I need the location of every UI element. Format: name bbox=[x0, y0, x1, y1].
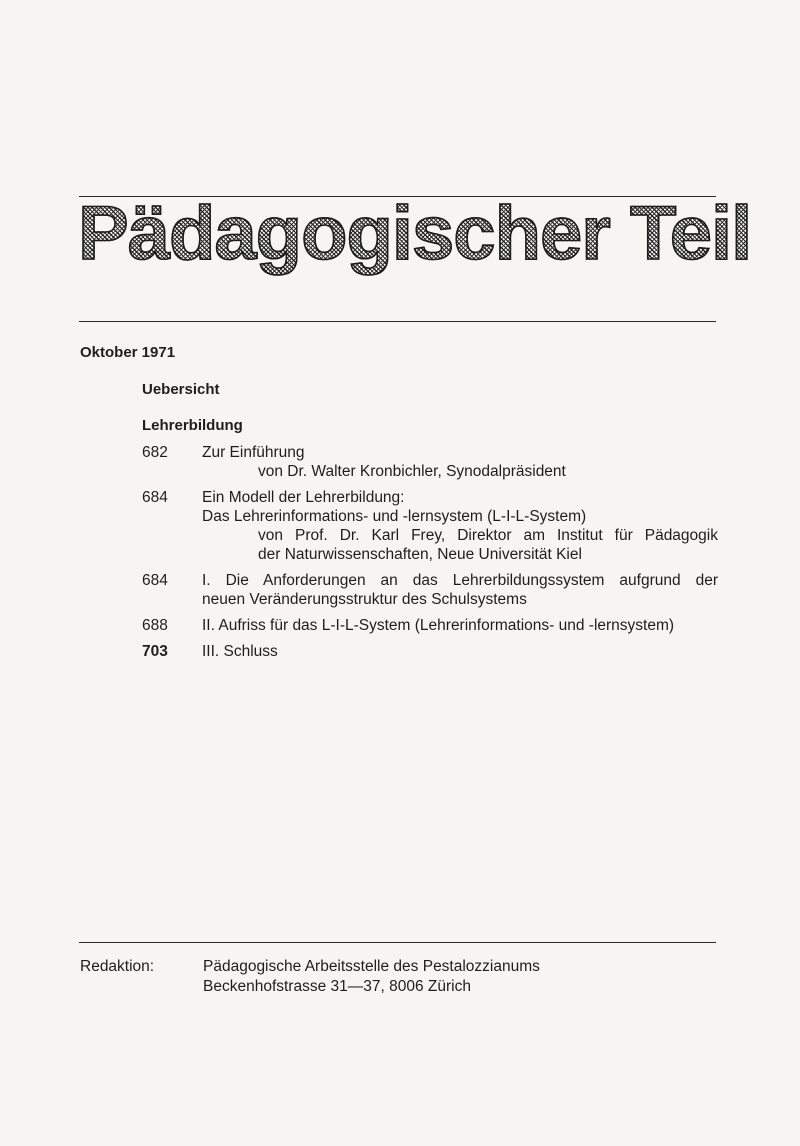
toc-entry bbox=[142, 488, 718, 564]
toc-entry-author: von Prof. Dr. Karl Frey, Direktor am Institut für Pädagogik bbox=[258, 527, 718, 544]
middle-rule bbox=[79, 321, 716, 322]
toc-entry-title: I. Die Anforderungen an das Lehrerbildungssystem aufgrund der bbox=[202, 572, 718, 589]
overview-heading: Uebersicht bbox=[142, 381, 220, 398]
toc-entry-affiliation: der Naturwissenschaften, Neue Universität Kiel bbox=[258, 546, 582, 563]
section-heading: Lehrerbildung bbox=[142, 417, 243, 434]
toc-page-number: 684 bbox=[142, 489, 168, 506]
footer-rule bbox=[79, 942, 716, 943]
toc-entry-title: II. Aufriss für das L-I-L-System (Lehrerinformations- und -lernsystem) bbox=[202, 617, 675, 634]
toc-page-number: 703 bbox=[142, 643, 168, 660]
footer-address bbox=[203, 957, 540, 997]
toc-entry-author: von Dr. Walter Kronbichler, Synodalpräsident bbox=[258, 463, 566, 480]
toc-entry-title: III. Schluss bbox=[202, 643, 278, 660]
toc-page-number: 682 bbox=[142, 444, 168, 461]
toc-entry bbox=[142, 642, 718, 661]
page-title: Pädagogischer Teil bbox=[78, 189, 751, 279]
toc-page-number: 684 bbox=[142, 572, 168, 589]
footer-label: Redaktion: bbox=[80, 958, 155, 975]
issue-date: Oktober 1971 bbox=[80, 344, 176, 361]
footer-address-line: Pädagogische Arbeitsstelle des Pestalozzianums bbox=[203, 958, 540, 975]
toc-entry-title: Zur Einführung bbox=[202, 444, 305, 461]
toc-entry bbox=[142, 571, 718, 609]
footer-address-line: Beckenhofstrasse 31—37, 8006 Zürich bbox=[203, 978, 471, 995]
toc-entry-subtitle: Das Lehrerinformations- und -lernsystem (L-I-L-System) bbox=[202, 508, 587, 525]
table-of-contents bbox=[142, 443, 718, 668]
toc-entry bbox=[142, 443, 718, 481]
toc-page-number: 688 bbox=[142, 617, 168, 634]
toc-entry-title: Ein Modell der Lehrerbildung: bbox=[202, 489, 405, 506]
toc-entry-title-cont: neuen Veränderungsstruktur des Schulsystems bbox=[202, 591, 527, 608]
toc-entry bbox=[142, 616, 718, 635]
